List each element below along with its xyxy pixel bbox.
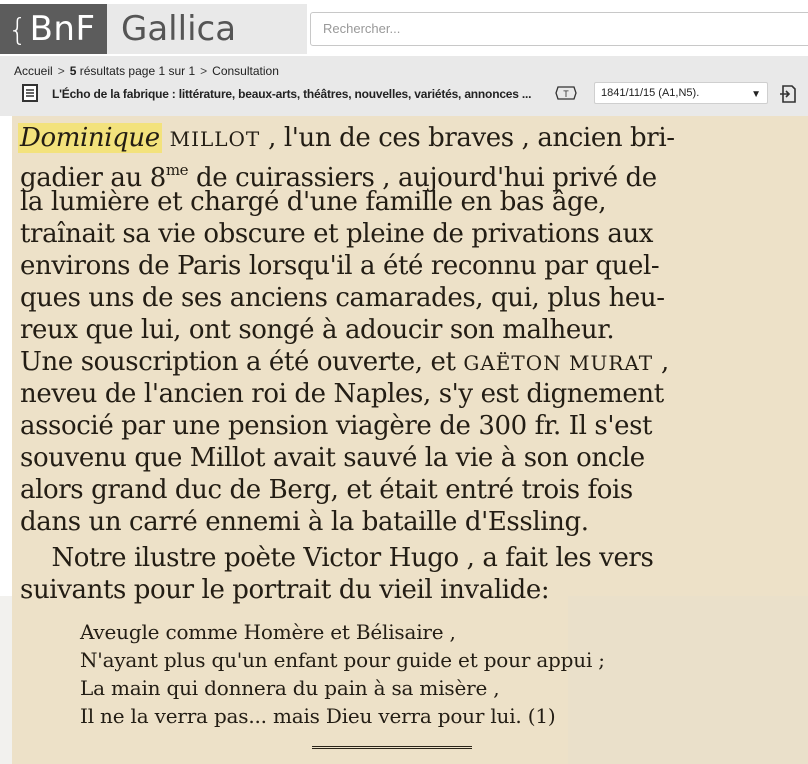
chevron-down-icon: ▼ <box>751 89 761 100</box>
line-segment: de cuirassiers , aujourd'hui privé de <box>188 163 657 193</box>
text-line: ques uns de ses anciens camarades, qui, plus heu- <box>20 283 665 313</box>
breadcrumb-results-count[interactable]: 5 <box>69 64 77 78</box>
verse-line: La main qui donnera du pain à sa misère , <box>80 676 500 700</box>
line-segment: MILLOT <box>169 127 261 151</box>
line-segment: gadier au 8 <box>20 163 166 193</box>
text-line: Notre ilustre poète Victor Hugo , a fait les vers <box>20 543 654 573</box>
line-segment: , <box>653 347 669 377</box>
export-icon[interactable] <box>778 84 798 104</box>
text-line: associé par une pension viagère de 300 fr. Il s'est <box>20 411 653 441</box>
search-input[interactable]: Rechercher... <box>310 12 808 46</box>
document-icon <box>22 84 38 102</box>
document-title[interactable]: L'Écho de la fabrique : littérature, beaux-arts, théâtres, nouvelles, variétés, annonces ... <box>52 87 532 101</box>
line-segment: , l'un de ces braves , ancien bri- <box>260 123 675 153</box>
breadcrumb <box>14 64 279 78</box>
issue-select-value: 1841/11/15 (A1,N5). <box>601 87 700 99</box>
superscript: me <box>165 161 189 179</box>
text-line: alors grand duc de Berg, et était entré trois fois <box>20 475 633 505</box>
text-mode-icon[interactable] <box>555 86 577 100</box>
verse-line: N'ayant plus qu'un enfant pour guide et pour appui ; <box>80 648 605 672</box>
page-edge <box>568 596 808 764</box>
bnf-logo-text: BnF <box>29 9 96 49</box>
text-line: reux que lui, ont songé à adoucir son malheur. <box>20 315 615 345</box>
bnf-logo[interactable] <box>0 4 107 54</box>
text-line: souvenu que Millot avait sauvé la vie à son oncle <box>20 443 645 473</box>
verse-line: Aveugle comme Homère et Bélisaire , <box>80 620 456 644</box>
verse-line: Il ne la verra pas... mais Dieu verra pour lui. (1) <box>80 704 556 728</box>
line-segment: Une souscription a été ouverte, et <box>20 347 464 377</box>
ornamental-rule <box>312 746 472 753</box>
text-line: environs de Paris lorsqu'il a été reconnu par quel- <box>20 251 660 281</box>
text-line <box>20 346 669 379</box>
bnf-logo-brace: { <box>8 13 28 48</box>
breadcrumb-separator: > <box>57 64 65 78</box>
text-line: neveu de l'ancien roi de Naples, s'y est dignement <box>20 379 664 409</box>
text-line: la lumière et chargé d'une famille en bas âge, <box>20 187 607 217</box>
search-highlight: Dominique <box>20 123 160 153</box>
document-toolbar <box>0 56 808 116</box>
breadcrumb-separator: > <box>200 64 208 78</box>
text-line <box>20 122 675 155</box>
small-caps-name: GAËTON MURAT <box>463 351 654 375</box>
site-header <box>0 0 808 56</box>
text-line: traînait sa vie obscure et pleine de privations aux <box>20 219 654 249</box>
text-line: suivants pour le portrait du vieil invalide: <box>20 575 550 605</box>
text-line: dans un carré ennemi à la bataille d'Essling. <box>20 507 589 537</box>
breadcrumb-home[interactable]: Accueil <box>14 64 53 78</box>
scanned-page[interactable] <box>12 116 808 764</box>
svg-text:T: T <box>563 89 569 99</box>
issue-select[interactable] <box>594 82 768 104</box>
gallica-logo[interactable]: Gallica <box>107 4 307 54</box>
breadcrumb-current: Consultation <box>212 64 279 78</box>
viewer-margin <box>0 116 12 596</box>
breadcrumb-results[interactable]: résultats page 1 sur 1 <box>79 64 196 78</box>
document-viewer <box>0 116 808 764</box>
